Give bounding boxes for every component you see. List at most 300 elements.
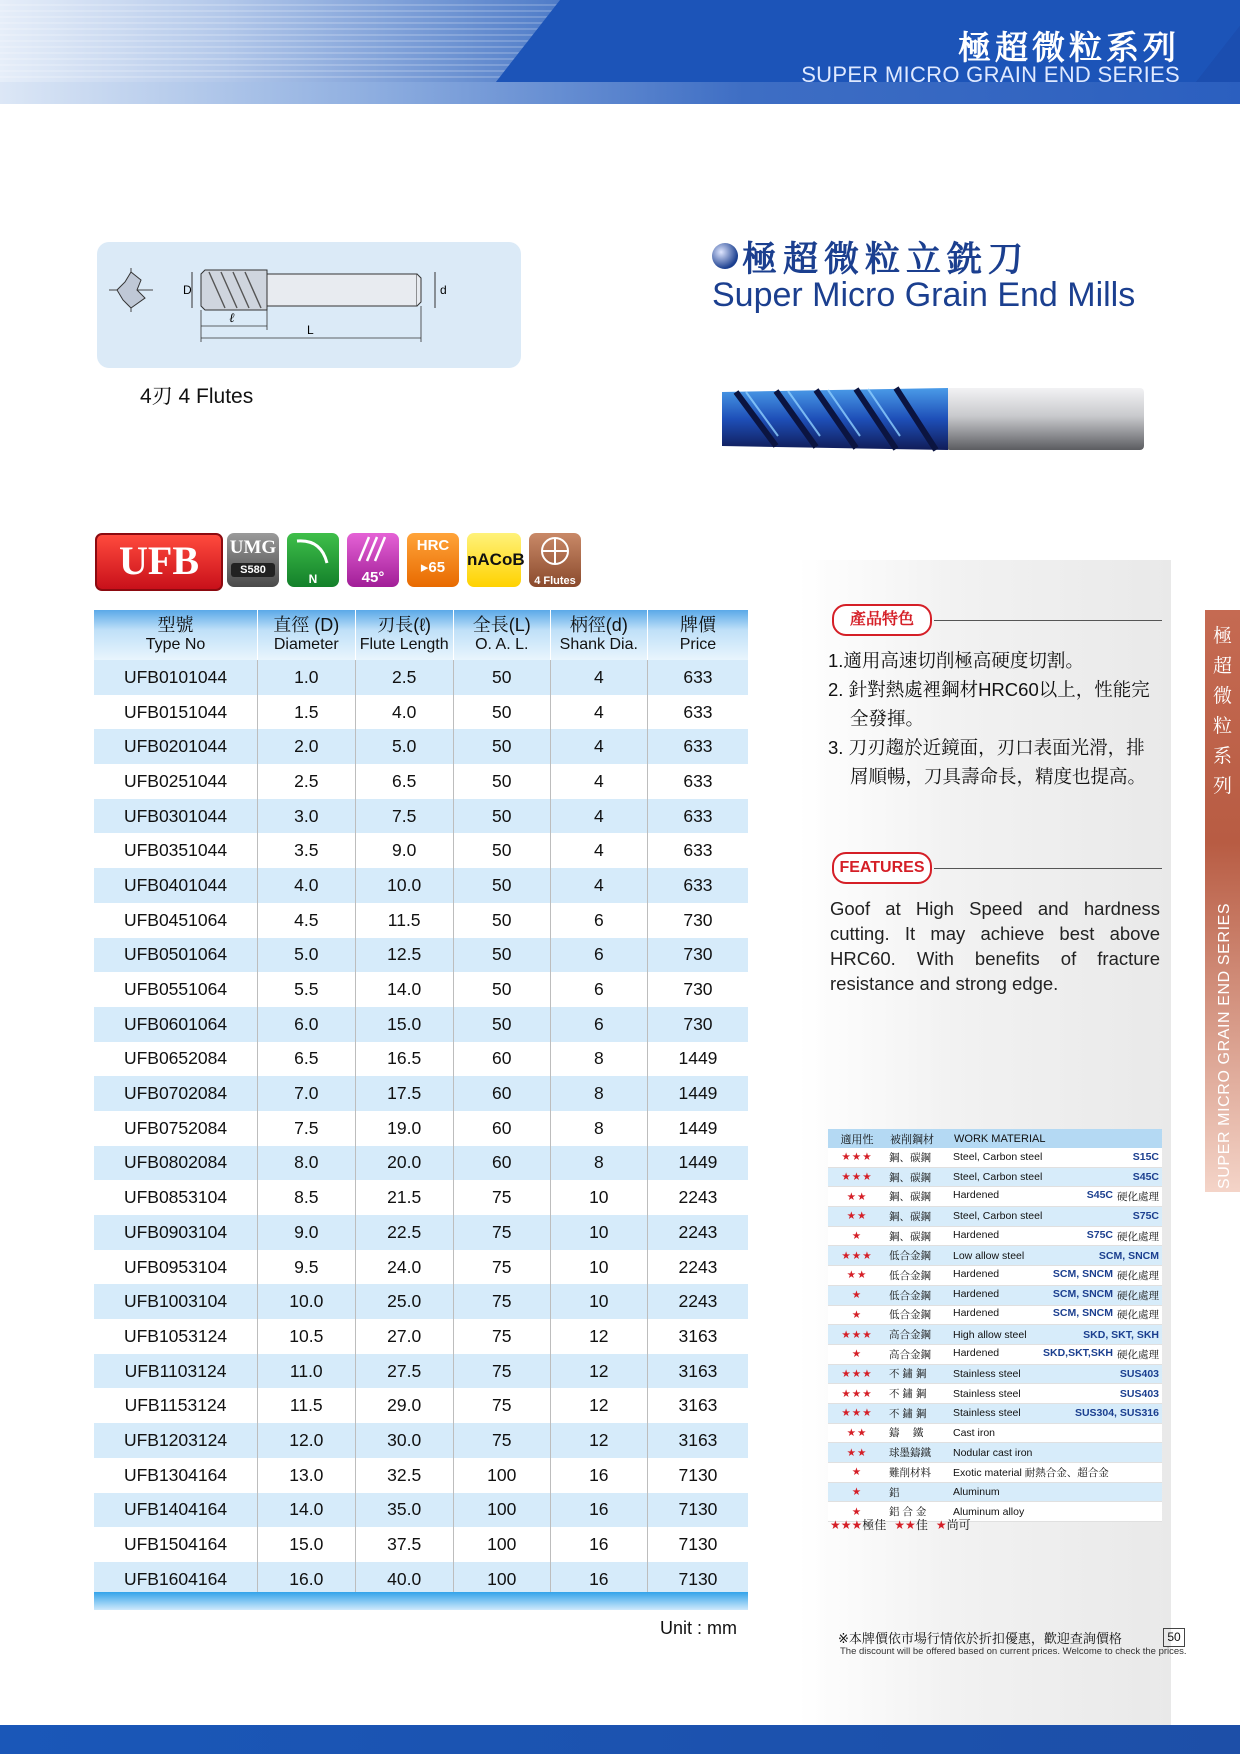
product-title-en: Super Micro Grain End Mills bbox=[712, 276, 1136, 314]
cell-flute-length: 40.0 bbox=[355, 1562, 453, 1597]
spec-table-footer-bar bbox=[94, 1592, 748, 1610]
material-desc-cell bbox=[950, 1266, 1162, 1286]
cell-shank-dia: 12 bbox=[550, 1319, 647, 1354]
material-row bbox=[828, 1364, 1162, 1384]
material-group: 鋁 bbox=[886, 1482, 950, 1502]
cell-shank-dia: 6 bbox=[550, 938, 647, 973]
material-code: SUS304, SUS316 bbox=[1074, 1407, 1159, 1420]
cell-shank-dia: 12 bbox=[550, 1354, 647, 1389]
material-desc: Aluminum bbox=[953, 1486, 1000, 1499]
material-treatment: 硬化處理 bbox=[1117, 1289, 1159, 1302]
cell-type-no: UFB1003104 bbox=[94, 1284, 258, 1319]
features-zh-list bbox=[828, 646, 1162, 791]
badge-ufb: UFB bbox=[95, 533, 223, 591]
table-row bbox=[94, 903, 748, 938]
diagram-label-d: d bbox=[440, 283, 447, 297]
material-desc-cell bbox=[950, 1187, 1162, 1207]
cell-type-no: UFB0101044 bbox=[94, 660, 258, 695]
cell-shank-dia: 4 bbox=[550, 695, 647, 730]
suitability-stars: ★★★ bbox=[828, 1403, 886, 1423]
cell-type-no: UFB1053124 bbox=[94, 1319, 258, 1354]
cell-diameter: 10.0 bbox=[258, 1284, 356, 1319]
bullet-ball-icon bbox=[712, 243, 738, 269]
cell-flute-length: 27.5 bbox=[355, 1354, 453, 1389]
material-code: S75C bbox=[1086, 1228, 1113, 1241]
material-row bbox=[828, 1246, 1162, 1266]
cell-oal: 100 bbox=[453, 1527, 550, 1562]
cell-oal: 75 bbox=[453, 1423, 550, 1458]
table-row bbox=[94, 1076, 748, 1111]
table-row bbox=[94, 1493, 748, 1528]
cell-price: 1449 bbox=[647, 1111, 748, 1146]
cell-price: 2243 bbox=[647, 1284, 748, 1319]
material-desc-cell bbox=[950, 1344, 1162, 1364]
col-shank-dia: 柄徑(d) Shank Dia. bbox=[550, 610, 647, 660]
table-row bbox=[94, 938, 748, 973]
material-row bbox=[828, 1344, 1162, 1364]
material-desc: Steel, Carbon steel bbox=[953, 1210, 1043, 1223]
cell-shank-dia: 6 bbox=[550, 1007, 647, 1042]
cell-flute-length: 6.5 bbox=[355, 764, 453, 799]
suitability-stars: ★★ bbox=[828, 1423, 886, 1443]
suitability-stars: ★ bbox=[828, 1305, 886, 1325]
material-legend bbox=[830, 1516, 979, 1533]
cell-type-no: UFB0401044 bbox=[94, 868, 258, 903]
cell-price: 3163 bbox=[647, 1423, 748, 1458]
diagram-label-L: L bbox=[307, 323, 314, 337]
material-code: SCM, SNCM bbox=[1098, 1249, 1159, 1262]
material-desc-cell bbox=[950, 1364, 1162, 1384]
material-desc-cell bbox=[950, 1207, 1162, 1227]
cell-diameter: 8.5 bbox=[258, 1180, 356, 1215]
cell-oal: 100 bbox=[453, 1562, 550, 1597]
cell-diameter: 11.0 bbox=[258, 1354, 356, 1389]
material-group: 不 鏽 鋼 bbox=[886, 1403, 950, 1423]
cell-flute-length: 12.5 bbox=[355, 938, 453, 973]
col-work-material: WORK MATERIAL bbox=[950, 1129, 1162, 1148]
cell-type-no: UFB1604164 bbox=[94, 1562, 258, 1597]
spec-table bbox=[94, 610, 748, 1597]
material-group: 鋼、碳鋼 bbox=[886, 1148, 950, 1167]
cell-type-no: UFB0301044 bbox=[94, 799, 258, 834]
cell-flute-length: 15.0 bbox=[355, 1007, 453, 1042]
cell-price: 633 bbox=[647, 799, 748, 834]
cell-diameter: 6.5 bbox=[258, 1042, 356, 1077]
material-group: 不 鏽 鋼 bbox=[886, 1384, 950, 1404]
table-row bbox=[94, 1180, 748, 1215]
cell-oal: 60 bbox=[453, 1042, 550, 1077]
cell-diameter: 9.0 bbox=[258, 1215, 356, 1250]
four-flutes-icon bbox=[529, 533, 581, 569]
material-row bbox=[828, 1285, 1162, 1305]
cell-oal: 50 bbox=[453, 729, 550, 764]
cell-flute-length: 11.5 bbox=[355, 903, 453, 938]
material-row bbox=[828, 1443, 1162, 1463]
cell-oal: 50 bbox=[453, 972, 550, 1007]
cell-flute-length: 21.5 bbox=[355, 1180, 453, 1215]
table-row bbox=[94, 799, 748, 834]
cell-type-no: UFB0702084 bbox=[94, 1076, 258, 1111]
material-group: 鋼、碳鋼 bbox=[886, 1187, 950, 1207]
material-desc-cell bbox=[950, 1226, 1162, 1246]
material-row bbox=[828, 1187, 1162, 1207]
cell-type-no: UFB0501064 bbox=[94, 938, 258, 973]
suitability-stars: ★★ bbox=[828, 1443, 886, 1463]
cell-flute-length: 2.5 bbox=[355, 660, 453, 695]
suitability-stars: ★★ bbox=[828, 1266, 886, 1286]
badge-hrc: HRC ▸65 bbox=[407, 533, 459, 587]
material-group: 低合金鋼 bbox=[886, 1285, 950, 1305]
cell-shank-dia: 12 bbox=[550, 1423, 647, 1458]
cell-flute-length: 19.0 bbox=[355, 1111, 453, 1146]
cell-flute-length: 5.0 bbox=[355, 729, 453, 764]
table-row bbox=[94, 1319, 748, 1354]
cell-type-no: UFB1504164 bbox=[94, 1527, 258, 1562]
suitability-stars: ★ bbox=[828, 1344, 886, 1364]
material-group: 高合金鋼 bbox=[886, 1325, 950, 1345]
cell-shank-dia: 16 bbox=[550, 1527, 647, 1562]
material-desc-cell bbox=[950, 1384, 1162, 1404]
cell-shank-dia: 4 bbox=[550, 764, 647, 799]
cell-type-no: UFB0903104 bbox=[94, 1215, 258, 1250]
suitability-stars: ★ bbox=[828, 1285, 886, 1305]
material-desc: Hardened bbox=[953, 1228, 1000, 1241]
material-desc-cell bbox=[950, 1403, 1162, 1423]
material-table bbox=[828, 1129, 1162, 1522]
cell-shank-dia: 8 bbox=[550, 1146, 647, 1181]
material-desc: Exotic material 耐熱合金、超合金 bbox=[953, 1466, 1109, 1479]
cell-type-no: UFB1304164 bbox=[94, 1458, 258, 1493]
table-row bbox=[94, 1527, 748, 1562]
material-desc-cell bbox=[950, 1482, 1162, 1502]
table-row bbox=[94, 1284, 748, 1319]
material-desc-cell bbox=[950, 1463, 1162, 1483]
cell-shank-dia: 8 bbox=[550, 1111, 647, 1146]
material-code: S75C bbox=[1132, 1210, 1159, 1223]
material-desc: Hardened bbox=[953, 1346, 1000, 1359]
feature-zh-item: 1.適用高速切削極高硬度切割。 bbox=[828, 650, 1084, 671]
material-group: 高合金鋼 bbox=[886, 1344, 950, 1364]
cell-diameter: 5.0 bbox=[258, 938, 356, 973]
suitability-stars: ★★★ bbox=[828, 1246, 886, 1266]
end-mill-photo bbox=[716, 380, 1148, 458]
material-desc: Cast iron bbox=[953, 1426, 996, 1439]
col-diameter: 直徑 (D) Diameter bbox=[258, 610, 356, 660]
material-table-header bbox=[828, 1129, 1162, 1148]
badge-coating: nACoB bbox=[467, 533, 521, 587]
legend-label: 極佳 bbox=[862, 1518, 887, 1532]
material-group: 鋼、碳鋼 bbox=[886, 1207, 950, 1227]
cell-shank-dia: 10 bbox=[550, 1180, 647, 1215]
material-group: 低合金鋼 bbox=[886, 1266, 950, 1286]
cell-type-no: UFB0201044 bbox=[94, 729, 258, 764]
material-group: 難削材料 bbox=[886, 1463, 950, 1483]
cell-oal: 50 bbox=[453, 903, 550, 938]
side-tab-char: 系 bbox=[1212, 746, 1232, 767]
material-treatment: 硬化處理 bbox=[1117, 1230, 1159, 1243]
material-code: SKD, SKT, SKH bbox=[1083, 1328, 1159, 1341]
cell-type-no: UFB0601064 bbox=[94, 1007, 258, 1042]
cell-diameter: 15.0 bbox=[258, 1527, 356, 1562]
material-desc: Stainless steel bbox=[953, 1387, 1021, 1400]
material-desc-cell bbox=[950, 1502, 1162, 1522]
diagram-label-D: D bbox=[183, 283, 192, 297]
table-row bbox=[94, 660, 748, 695]
material-desc: Steel, Carbon steel bbox=[953, 1171, 1043, 1184]
cell-diameter: 6.0 bbox=[258, 1007, 356, 1042]
table-row bbox=[94, 868, 748, 903]
material-treatment: 硬化處理 bbox=[1117, 1269, 1159, 1282]
cell-diameter: 2.0 bbox=[258, 729, 356, 764]
suitability-stars: ★★ bbox=[828, 1187, 886, 1207]
cell-oal: 50 bbox=[453, 695, 550, 730]
cell-price: 2243 bbox=[647, 1250, 748, 1285]
suitability-stars: ★★★ bbox=[828, 1325, 886, 1345]
footer-bar bbox=[0, 1725, 1240, 1754]
material-desc: Aluminum alloy bbox=[953, 1505, 1025, 1518]
cell-type-no: UFB0451064 bbox=[94, 903, 258, 938]
material-desc-cell bbox=[950, 1305, 1162, 1325]
suitability-stars: ★★★ bbox=[828, 1167, 886, 1187]
material-code: S45C bbox=[1132, 1171, 1159, 1184]
cell-shank-dia: 6 bbox=[550, 903, 647, 938]
cell-oal: 50 bbox=[453, 799, 550, 834]
material-row bbox=[828, 1403, 1162, 1423]
cell-shank-dia: 10 bbox=[550, 1284, 647, 1319]
material-code: SUS403 bbox=[1119, 1367, 1159, 1380]
side-tab-char: 微 bbox=[1212, 686, 1232, 707]
cell-shank-dia: 16 bbox=[550, 1493, 647, 1528]
cell-price: 7130 bbox=[647, 1458, 748, 1493]
helix-angle-icon bbox=[347, 533, 399, 565]
cell-price: 730 bbox=[647, 938, 748, 973]
col-price: 牌價 Price bbox=[647, 610, 748, 660]
cell-price: 633 bbox=[647, 729, 748, 764]
cell-type-no: UFB1203124 bbox=[94, 1423, 258, 1458]
side-tab-char: 粒 bbox=[1212, 716, 1232, 737]
col-oal: 全長(L) O. A. L. bbox=[453, 610, 550, 660]
suitability-stars: ★ bbox=[828, 1463, 886, 1483]
material-desc: Steel, Carbon steel bbox=[953, 1151, 1043, 1164]
legend-stars: ★★★ bbox=[830, 1518, 863, 1532]
cell-flute-length: 16.5 bbox=[355, 1042, 453, 1077]
table-row bbox=[94, 1007, 748, 1042]
cell-price: 730 bbox=[647, 1007, 748, 1042]
cell-price: 730 bbox=[647, 972, 748, 1007]
cell-shank-dia: 16 bbox=[550, 1562, 647, 1597]
features-zh-tag: 產品特色 bbox=[832, 604, 932, 636]
material-desc-cell bbox=[950, 1167, 1162, 1187]
cell-type-no: UFB1153124 bbox=[94, 1388, 258, 1423]
cell-shank-dia: 16 bbox=[550, 1458, 647, 1493]
cell-shank-dia: 4 bbox=[550, 868, 647, 903]
cell-diameter: 16.0 bbox=[258, 1562, 356, 1597]
material-treatment: 硬化處理 bbox=[1117, 1309, 1159, 1322]
features-zh-divider bbox=[934, 620, 1162, 621]
material-row bbox=[828, 1463, 1162, 1483]
material-group: 低合金鋼 bbox=[886, 1305, 950, 1325]
suitability-stars: ★ bbox=[828, 1226, 886, 1246]
material-group: 鋁 合 金 bbox=[886, 1502, 950, 1522]
cell-shank-dia: 8 bbox=[550, 1042, 647, 1077]
cell-shank-dia: 10 bbox=[550, 1215, 647, 1250]
cell-diameter: 14.0 bbox=[258, 1493, 356, 1528]
cell-price: 1449 bbox=[647, 1042, 748, 1077]
cell-price: 1449 bbox=[647, 1146, 748, 1181]
cell-type-no: UFB1103124 bbox=[94, 1354, 258, 1389]
cell-type-no: UFB0752084 bbox=[94, 1111, 258, 1146]
material-group: 鋼、碳鋼 bbox=[886, 1167, 950, 1187]
col-material-zh: 被削鋼材 bbox=[886, 1129, 950, 1148]
cell-type-no: UFB1404164 bbox=[94, 1493, 258, 1528]
cell-diameter: 2.5 bbox=[258, 764, 356, 799]
cell-price: 7130 bbox=[647, 1493, 748, 1528]
product-title-zh bbox=[712, 232, 1029, 282]
cell-flute-length: 4.0 bbox=[355, 695, 453, 730]
legend-stars: ★★ bbox=[894, 1518, 916, 1532]
cell-oal: 75 bbox=[453, 1250, 550, 1285]
material-desc: Hardened bbox=[953, 1267, 1000, 1280]
features-en-divider bbox=[934, 868, 1162, 869]
table-row bbox=[94, 1458, 748, 1493]
material-row bbox=[828, 1226, 1162, 1246]
cell-price: 633 bbox=[647, 868, 748, 903]
end-view-icon bbox=[109, 268, 153, 312]
cell-diameter: 11.5 bbox=[258, 1388, 356, 1423]
material-treatment: 硬化處理 bbox=[1117, 1191, 1159, 1204]
cell-type-no: UFB0151044 bbox=[94, 695, 258, 730]
material-desc: Nodular cast iron bbox=[953, 1446, 1033, 1459]
table-row bbox=[94, 1042, 748, 1077]
cell-price: 1449 bbox=[647, 1076, 748, 1111]
cell-oal: 75 bbox=[453, 1284, 550, 1319]
cell-oal: 50 bbox=[453, 938, 550, 973]
cell-diameter: 3.5 bbox=[258, 833, 356, 868]
material-row bbox=[828, 1423, 1162, 1443]
material-code: SUS403 bbox=[1119, 1387, 1159, 1400]
material-group: 鑄 鐵 bbox=[886, 1423, 950, 1443]
legend-stars: ★ bbox=[935, 1518, 947, 1532]
cell-shank-dia: 12 bbox=[550, 1388, 647, 1423]
cell-price: 3163 bbox=[647, 1388, 748, 1423]
cell-flute-length: 20.0 bbox=[355, 1146, 453, 1181]
material-group: 鋼、碳鋼 bbox=[886, 1226, 950, 1246]
cell-price: 3163 bbox=[647, 1354, 748, 1389]
cell-flute-length: 14.0 bbox=[355, 972, 453, 1007]
cell-price: 633 bbox=[647, 833, 748, 868]
material-code: SCM, SNCM bbox=[1052, 1307, 1113, 1320]
material-desc-cell bbox=[950, 1423, 1162, 1443]
cell-oal: 50 bbox=[453, 1007, 550, 1042]
cell-diameter: 5.5 bbox=[258, 972, 356, 1007]
material-code: SCM, SNCM bbox=[1052, 1267, 1113, 1280]
cell-diameter: 7.0 bbox=[258, 1076, 356, 1111]
tool-diagram bbox=[97, 242, 521, 368]
cell-diameter: 9.5 bbox=[258, 1250, 356, 1285]
cell-diameter: 1.5 bbox=[258, 695, 356, 730]
table-row bbox=[94, 1354, 748, 1389]
cell-flute-length: 7.5 bbox=[355, 799, 453, 834]
suitability-stars: ★ bbox=[828, 1502, 886, 1522]
material-desc: Low allow steel bbox=[953, 1249, 1025, 1262]
material-desc: Hardened bbox=[953, 1287, 1000, 1300]
cell-flute-length: 22.5 bbox=[355, 1215, 453, 1250]
material-desc-cell bbox=[950, 1443, 1162, 1463]
material-group: 球墨鑄鐵 bbox=[886, 1443, 950, 1463]
cell-price: 633 bbox=[647, 695, 748, 730]
side-tab-char: 列 bbox=[1212, 776, 1232, 797]
cell-price: 2243 bbox=[647, 1215, 748, 1250]
cell-flute-length: 30.0 bbox=[355, 1423, 453, 1458]
cell-shank-dia: 4 bbox=[550, 833, 647, 868]
side-series-tab bbox=[1205, 610, 1240, 1192]
cell-oal: 75 bbox=[453, 1180, 550, 1215]
table-row bbox=[94, 1388, 748, 1423]
col-suitability: 適用性 bbox=[828, 1129, 886, 1148]
side-tab-zh bbox=[1205, 622, 1240, 802]
suitability-stars: ★★ bbox=[828, 1207, 886, 1227]
cell-flute-length: 9.0 bbox=[355, 833, 453, 868]
cell-oal: 60 bbox=[453, 1146, 550, 1181]
side-tab-char: 超 bbox=[1212, 656, 1232, 677]
cell-oal: 60 bbox=[453, 1111, 550, 1146]
cell-oal: 75 bbox=[453, 1354, 550, 1389]
cell-diameter: 1.0 bbox=[258, 660, 356, 695]
features-en-tag: FEATURES bbox=[832, 852, 932, 884]
cell-oal: 75 bbox=[453, 1388, 550, 1423]
cell-price: 633 bbox=[647, 660, 748, 695]
cell-price: 3163 bbox=[647, 1319, 748, 1354]
table-row bbox=[94, 695, 748, 730]
material-treatment: 硬化處理 bbox=[1117, 1348, 1159, 1361]
cell-flute-length: 10.0 bbox=[355, 868, 453, 903]
cell-type-no: UFB0652084 bbox=[94, 1042, 258, 1077]
cell-flute-length: 37.5 bbox=[355, 1527, 453, 1562]
material-desc: High allow steel bbox=[953, 1328, 1027, 1341]
material-desc: Stainless steel bbox=[953, 1367, 1021, 1380]
cell-diameter: 8.0 bbox=[258, 1146, 356, 1181]
spec-table-header bbox=[94, 610, 748, 660]
cell-price: 633 bbox=[647, 764, 748, 799]
material-desc-cell bbox=[950, 1246, 1162, 1266]
material-row bbox=[828, 1305, 1162, 1325]
cell-oal: 50 bbox=[453, 764, 550, 799]
material-code: SCM, SNCM bbox=[1052, 1287, 1113, 1300]
suitability-stars: ★★★ bbox=[828, 1148, 886, 1167]
cell-flute-length: 32.5 bbox=[355, 1458, 453, 1493]
cell-oal: 60 bbox=[453, 1076, 550, 1111]
flutes-label: 4刃 4 Flutes bbox=[140, 385, 254, 408]
side-tab-en: SUPER MICRO GRAIN END SERIES bbox=[1216, 902, 1233, 1189]
material-code: S15C bbox=[1132, 1151, 1159, 1164]
cell-oal: 75 bbox=[453, 1319, 550, 1354]
cell-shank-dia: 6 bbox=[550, 972, 647, 1007]
unit-label: Unit : mm bbox=[660, 1618, 738, 1638]
material-row bbox=[828, 1266, 1162, 1286]
table-row bbox=[94, 764, 748, 799]
material-row bbox=[828, 1384, 1162, 1404]
cell-price: 2243 bbox=[647, 1180, 748, 1215]
price-disclaimer-zh: ※本牌價依市場行情依於折扣優惠，歡迎查詢價格 bbox=[838, 1631, 1122, 1646]
cell-flute-length: 35.0 bbox=[355, 1493, 453, 1528]
diagram-label-l: ℓ bbox=[229, 310, 235, 325]
cell-diameter: 10.5 bbox=[258, 1319, 356, 1354]
cell-oal: 50 bbox=[453, 833, 550, 868]
material-desc-cell bbox=[950, 1148, 1162, 1167]
feature-zh-item: 2. 針對熱處裡鋼材HRC60以上，性能完全發揮。 bbox=[828, 679, 1150, 729]
table-row bbox=[94, 972, 748, 1007]
material-row bbox=[828, 1148, 1162, 1167]
